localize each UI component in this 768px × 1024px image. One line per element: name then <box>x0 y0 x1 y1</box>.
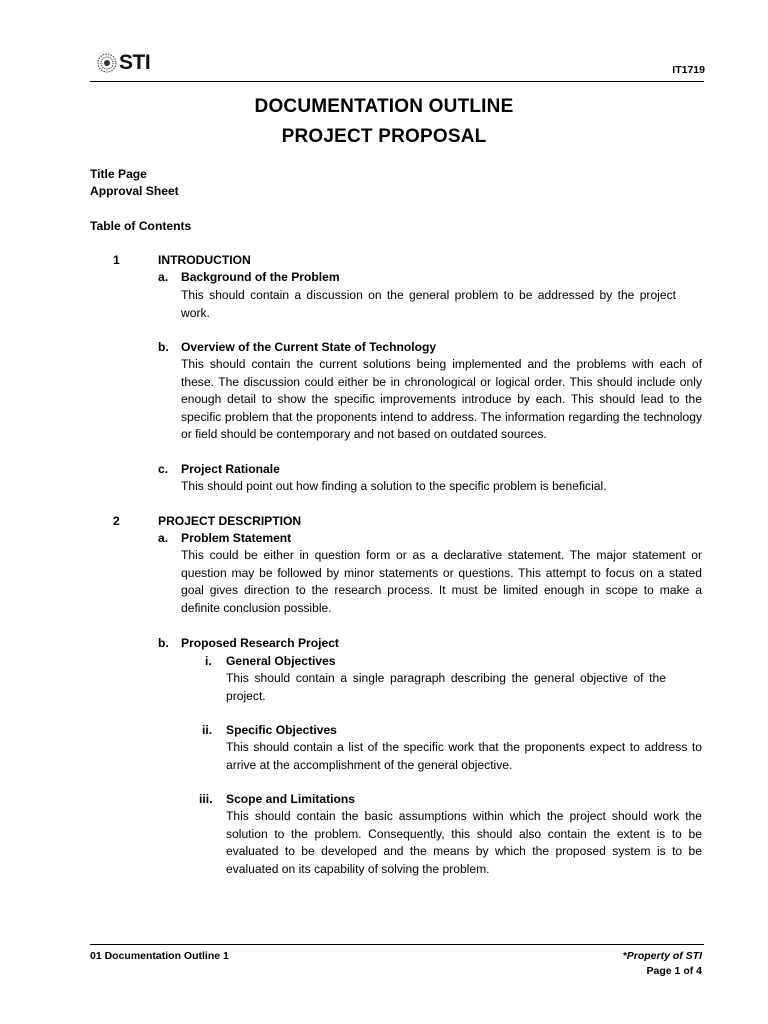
item-text: This should contain the current solutions being implemented and the problems with each of these. The discussion could either be in chronological or logical order. This should include only enough detail to show the specific improvements introduce by each. This should lead to the specific problem that the proponents intend to address. The information regarding the technology or field should be contemporary and not based on outdated sources. <box>181 357 702 442</box>
subitem-heading: Specific Objectives <box>226 723 337 737</box>
subitem-heading: Scope and Limitations <box>226 792 356 806</box>
approval-sheet-item: Approval Sheet <box>90 184 179 198</box>
item-marker: b. <box>158 340 169 354</box>
footer-document-name: 01 Documentation Outline 1 <box>90 950 229 962</box>
item-marker: a. <box>158 531 169 545</box>
subitem-text: This should contain a list of the specific work that the proponents expect to address to arrive at the accomplishment of the general objective. <box>226 740 702 772</box>
footer-property-notice: *Property of STI <box>622 950 702 962</box>
table-of-contents-item: Table of Contents <box>90 219 192 233</box>
document-subtitle: PROJECT PROPOSAL <box>281 126 487 147</box>
item-text: This should contain a discussion on the general problem to be addressed by the project work. <box>181 288 676 320</box>
item-heading: Proposed Research Project <box>181 636 339 650</box>
item-text: This could be either in question form or as a declarative statement. The major statement or question may be followed by minor statements or questions. This attempt to focus on a stated goal gives direction to the research process. It must be limited enough in scope to make a definite conclusion possible. <box>181 548 702 615</box>
item-text: This should point out how finding a solution to the specific problem is beneficial. <box>181 479 607 493</box>
subitem-marker: ii. <box>202 723 213 737</box>
item-marker: b. <box>158 636 169 650</box>
item-marker: a. <box>158 270 169 284</box>
subitem-marker: iii. <box>199 792 213 806</box>
section-heading: INTRODUCTION <box>158 253 251 267</box>
subitem-text: This should contain a single paragraph describing the general objective of the project. <box>226 671 666 703</box>
item-marker: c. <box>158 462 169 476</box>
item-heading: Background of the Problem <box>181 270 340 284</box>
subitem-heading: General Objectives <box>226 654 336 668</box>
title-page-item: Title Page <box>90 167 147 181</box>
item-heading: Overview of the Current State of Technology <box>181 340 437 354</box>
sti-logo <box>96 50 150 76</box>
logo-text: STI <box>119 51 151 74</box>
item-heading: Problem Statement <box>181 531 292 545</box>
footer-page-number: Page 1 of 4 <box>646 965 702 977</box>
document-title: DOCUMENTATION OUTLINE <box>254 96 514 117</box>
subitem-marker: i. <box>205 654 212 668</box>
document-code: IT1719 <box>672 64 705 76</box>
item-heading: Project Rationale <box>181 462 280 476</box>
sti-globe-icon <box>96 52 118 74</box>
subitem-text: This should contain the basic assumptions within which the project should work the solution to the problem. Consequently, this should also contain the extent is to be evaluated to be developed and the means by which the proposed system is to be evaluated on its capability of solving the problem. <box>226 809 702 876</box>
section-number: 2 <box>113 514 120 528</box>
header-divider <box>90 81 704 82</box>
section-heading: PROJECT DESCRIPTION <box>158 514 302 528</box>
section-number: 1 <box>113 253 120 267</box>
footer-divider <box>90 944 704 945</box>
